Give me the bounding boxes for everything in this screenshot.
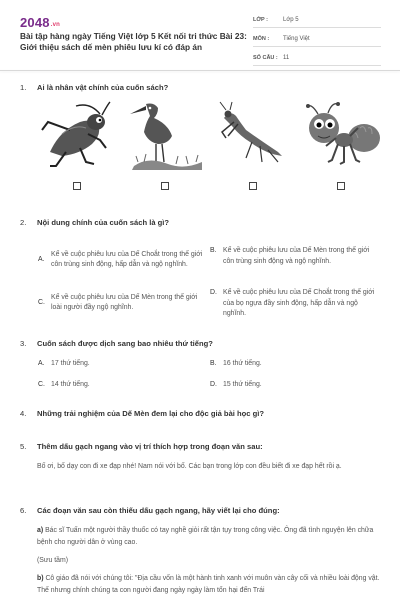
answer-checkbox-4[interactable] <box>337 182 345 190</box>
exercise-item-b <box>20 573 382 597</box>
option-text: 16 thứ tiếng. <box>223 360 262 367</box>
site-logo[interactable] <box>20 15 60 30</box>
option-text: 15 thứ tiếng. <box>223 381 262 388</box>
heron-icon <box>128 100 206 172</box>
question-number: 1. <box>20 83 27 92</box>
question-6 <box>20 506 382 597</box>
answer-checkbox-1[interactable] <box>73 182 81 190</box>
meta-label: LỚP : <box>253 17 268 23</box>
question-number: 5. <box>20 442 27 451</box>
question-number: 2. <box>20 218 27 227</box>
option-letter: C. <box>38 381 45 388</box>
option-letter: B. <box>210 247 217 254</box>
question-number: 3. <box>20 339 27 348</box>
option-text: 14 thứ tiếng. <box>51 381 90 388</box>
meta-label: SỐ CÂU : <box>253 55 278 61</box>
meta-value: 11 <box>283 55 290 61</box>
option-c[interactable] <box>38 292 206 314</box>
option-text: Kể về cuộc phiêu lưu của Dế Choắt trong thế giới côn trùng sinh động, hấp dẫn và ngộ nghĩnh. <box>51 250 203 268</box>
option-b[interactable] <box>210 359 262 370</box>
ant-icon <box>302 100 384 172</box>
exercise-source <box>20 555 382 567</box>
mantis-icon <box>216 100 288 170</box>
question-text: Thêm dấu gạch ngang vào vị trí thích hợp trong đoạn văn sau: <box>37 442 263 451</box>
question-2 <box>20 218 382 228</box>
option-text: 17 thứ tiếng. <box>51 360 90 367</box>
option-letter: B. <box>210 360 217 367</box>
question-1 <box>20 83 382 93</box>
option-letter: C. <box>38 298 45 306</box>
question-text: Ai là nhân vật chính của cuốn sách? <box>37 83 169 92</box>
item-label: b) <box>37 575 44 582</box>
question-3 <box>20 339 382 349</box>
option-a[interactable] <box>38 239 206 281</box>
option-text: Kể về cuộc phiêu lưu của Dế Mèn trong thế giới loài người đầy ngộ nghĩnh. <box>51 293 198 311</box>
option-letter: D. <box>210 381 217 388</box>
item-label: a) <box>37 527 44 534</box>
page-title: Bài tập hàng ngày Tiếng Việt lớp 5 Kết nối tri thức Bài 23: Giới thiệu sách dế mèn phiêu lưu kí có đáp án <box>20 31 247 52</box>
item-text: Bác sĩ Tuấn một người thầy thuốc có tay nghề giỏi rất tận tụy trong công việc. Ông đã tình nguyện lên chữa bệnh cho người dân ở vùng cao. <box>37 527 374 546</box>
question-text: Những trải nghiệm của Dế Mèn đem lại cho độc giả bài học gì? <box>37 409 265 418</box>
option-letter: D. <box>210 289 217 296</box>
question-text: Nội dung chính của cuốn sách là gì? <box>37 218 170 227</box>
option-a[interactable] <box>38 359 90 370</box>
header-divider <box>0 70 400 71</box>
meta-label: MÔN : <box>253 36 270 42</box>
answer-checkbox-3[interactable] <box>249 182 257 190</box>
meta-row-subject <box>253 32 381 47</box>
logo-text: 2048 <box>20 15 50 30</box>
option-text: Kể về cuộc phiêu lưu của Dế Choắt trong thế giới của bọ ngựa đầy sinh động, hấp dẫn và ngộ nghĩnh. <box>223 289 375 317</box>
option-text: Kể về cuộc phiêu lưu của Dế Mèn trong thế giới côn trùng sinh động và ngộ nghĩnh. <box>223 247 370 265</box>
cricket-icon <box>40 100 112 170</box>
option-b[interactable] <box>210 246 382 267</box>
meta-row-count <box>253 51 381 66</box>
option-d[interactable] <box>210 288 382 320</box>
option-letter: A. <box>38 255 45 263</box>
logo-suffix: .vn <box>50 22 61 28</box>
meta-value: Tiếng Việt <box>283 36 310 42</box>
question-4 <box>20 409 382 419</box>
exercise-item-a <box>20 525 382 549</box>
question-text: Cuốn sách được dịch sang bao nhiêu thứ tiếng? <box>37 339 213 348</box>
question-number: 4. <box>20 409 27 418</box>
question-text: Các đoạn văn sau còn thiếu dấu gạch ngang, hãy viết lại cho đúng: <box>37 506 280 515</box>
option-c[interactable] <box>38 380 90 391</box>
option-d[interactable] <box>210 380 262 391</box>
item-text: Cô giáo đã nói với chúng tôi: "Địa cầu vốn là một hành tinh xanh với muôn vàn cây cối và nhiều loài động vật. Thế nhưng chính chúng ta con người đang ngày ngày làm tổn hại đến Trái <box>37 575 380 594</box>
meta-row-class <box>253 13 381 28</box>
meta-info <box>253 13 381 70</box>
exercise-paragraph: Bố ơi, bố dạy con đi xe đạp nhé! Nam nói với bố. Các bạn trong lớp con đều biết đi xe đạp hết rồi ạ. <box>37 463 342 470</box>
option-letter: A. <box>38 360 45 367</box>
answer-images <box>40 100 385 192</box>
answer-checkbox-2[interactable] <box>161 182 169 190</box>
meta-value: Lớp 5 <box>283 17 299 23</box>
source-note: (Sưu tầm) <box>37 557 69 564</box>
page-header <box>0 0 400 68</box>
question-number: 6. <box>20 506 27 515</box>
question-5 <box>20 442 382 473</box>
